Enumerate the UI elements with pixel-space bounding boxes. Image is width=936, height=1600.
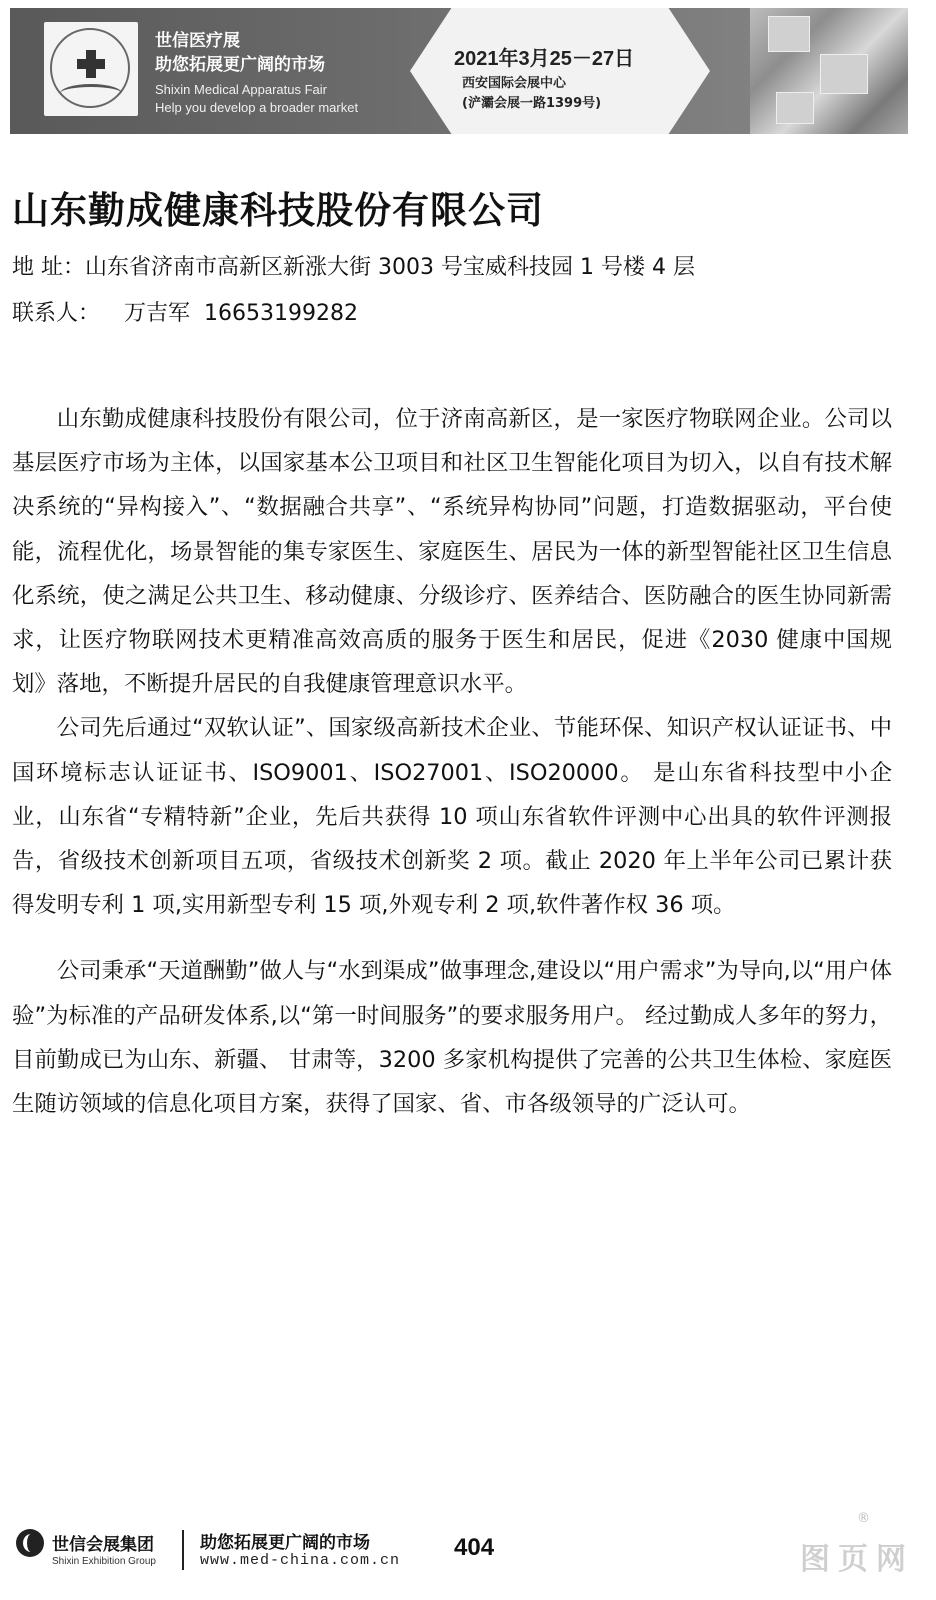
banner-slogan-cn: 助您拓展更广阔的市场	[155, 55, 325, 75]
footer-slogan: 助您拓展更广阔的市场	[200, 1533, 370, 1553]
banner-slogan-en: Help you develop a broader market	[155, 100, 359, 115]
banner-title-en: Shixin Medical Apparatus Fair	[155, 82, 327, 97]
equipment-photo	[820, 54, 868, 94]
group-logo-icon	[16, 1529, 44, 1557]
fair-venue-address: (浐灞会展一路1399号)	[462, 96, 602, 111]
fair-venue: 西安国际会展中心	[462, 76, 567, 91]
banner-title-cn: 世信医疗展	[155, 31, 240, 51]
company-description	[12, 397, 892, 1126]
contact-name: 万吉军	[124, 301, 191, 326]
company-contact-line	[12, 296, 358, 327]
company-name: 山东勤成健康科技股份有限公司	[12, 189, 544, 232]
page-number: 404	[454, 1534, 495, 1561]
body-paragraph: 山东勤成健康科技股份有限公司，位于济南高新区，是一家医疗物联网企业。公司以基层医疗市场为主体，以国家基本公卫项目和社区卫生智能化项目为切入，以自有技术解决系统的“异构接入”、“数据融合共享”、“系统异构协同”问题，打造数据驱动，平台使能，流程优化，场景智能的集专家医生、家庭医生、居民为一体的新型智能社区卫生信息化系统，使之满足公共卫生、移动健康、分级诊疗、医养结合、医防融合的医生协同新需求，让医疗物联网技术更精准高效高质的服务于医生和居民，促进《2030 健康中国规划》落地，不断提升居民的自我健康管理意识水平。	[12, 406, 892, 698]
fair-date: 2021年3月25－27日	[454, 48, 635, 70]
exhibition-banner	[10, 8, 908, 134]
registered-mark: ®	[857, 1511, 870, 1526]
footer-group-name-en: Shixin Exhibition Group	[52, 1556, 156, 1567]
equipment-photo	[768, 16, 810, 52]
logo-wave-icon	[60, 84, 122, 103]
footer-group-name-cn: 世信会展集团	[52, 1535, 154, 1555]
company-address: 山东省济南市高新区新涨大街 3003 号宝威科技园 1 号楼 4 层	[85, 255, 695, 280]
equipment-photo	[776, 92, 814, 124]
body-paragraph: 公司先后通过“双软认证”、国家级高新技术企业、节能环保、知识产权认证证书、中国环境标志认证证书、ISO9001、ISO27001、ISO20000。 是山东省科技型中小企业，山东省“专精特新”企业，先后共获得 10 项山东省软件评测中心出具的软件评测报告，省级技术创新项目五项，省级技术创新奖 2 项。截止 2020 年上半年公司已累计获得发明专利 1 项,实用新型专利 15 项,外观专利 2 项,软件著作权 36 项。	[12, 715, 892, 919]
watermark: 图页网	[800, 1542, 914, 1577]
footer-divider	[182, 1530, 184, 1570]
medical-cross-icon	[77, 50, 105, 78]
company-address-line	[12, 250, 695, 281]
contact-phone: 16653199282	[204, 301, 358, 326]
equipment-photo-collage	[750, 8, 908, 134]
address-label: 地 址：	[12, 255, 85, 280]
body-paragraph: 公司秉承“天道酬勤”做人与“水到渠成”做事理念,建设以“用户需求”为导向,以“用户体验”为标准的产品研发体系,以“第一时间服务”的要求服务用户。 经过勤成人多年的努力，目前勤成已为山东、新疆、 甘肃等，3200 多家机构提供了完善的公共卫生体检、家庭医生随访领域的信息化项目方案，获得了国家、省、市各级领导的广泛认可。	[12, 958, 892, 1118]
contact-label: 联系人：	[12, 301, 101, 326]
banner-date-panel	[410, 8, 710, 134]
footer-url: www.med-china.com.cn	[200, 1552, 401, 1569]
fair-logo	[44, 22, 138, 116]
